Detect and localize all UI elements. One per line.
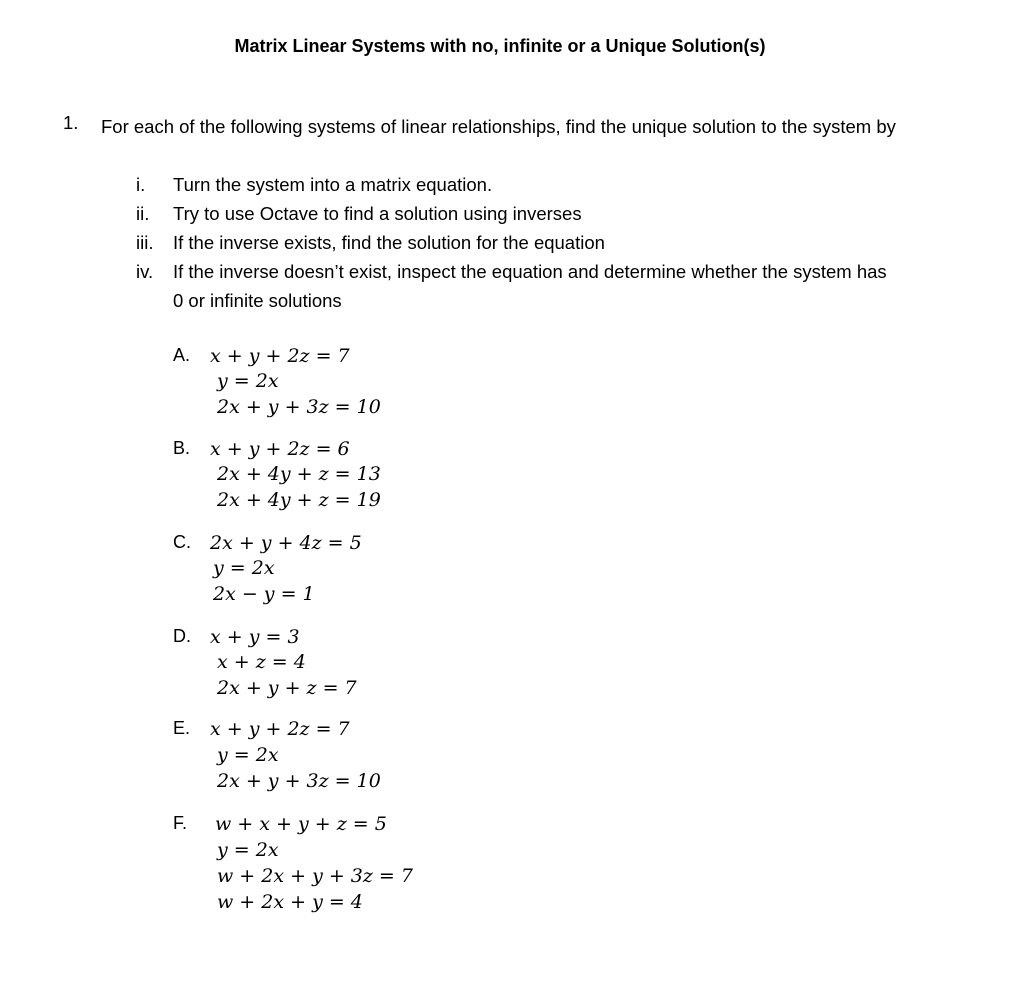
equation: y = 2x [217,839,279,861]
step-number: iii. [136,232,154,253]
equation: x + y + 2z = 7 [210,345,350,367]
equation: 2x + 4y + z = 19 [217,489,381,511]
step-number: ii. [136,203,150,224]
equation: x + z = 4 [217,651,306,673]
equation: x + y = 3 [210,626,300,648]
equation: y = 2x [213,557,275,579]
problem-label: A. [173,345,191,365]
equation: x + y + 2z = 6 [210,438,350,460]
step-text: Try to use Octave to find a solution using inverses [173,203,582,224]
equation: w + 2x + y = 4 [217,891,363,913]
problem-label: B. [173,438,191,458]
step-number: iv. [136,261,154,282]
page-title: Matrix Linear Systems with no, infinite or a Unique Solution(s) [234,36,766,56]
equation: 2x + y + 3z = 10 [217,396,381,418]
equation: 2x + y + 4z = 5 [210,532,362,554]
question-number: 1. [63,112,79,133]
equation: 2x + y + z = 7 [217,677,357,699]
equation: w + 2x + y + 3z = 7 [217,865,413,887]
equation: w + x + y + z = 5 [215,813,387,835]
question-text: For each of the following systems of linear relationships, find the unique solution to the system by [101,116,896,137]
step-number: i. [136,174,146,195]
equation: 2x + 4y + z = 13 [217,463,381,485]
equation: x + y + 2z = 7 [210,718,350,740]
equation: y = 2x [217,744,279,766]
problem-label: C. [173,532,191,552]
problem-label: D. [173,626,191,646]
step-text: If the inverse doesn’t exist, inspect the equation and determine whether the system has [173,261,887,282]
problem-label: E. [173,718,191,738]
step-text: If the inverse exists, find the solution for the equation [173,232,605,253]
equation: 2x − y = 1 [213,583,315,605]
equation: 2x + y + 3z = 10 [217,770,381,792]
problem-label: F. [173,813,188,833]
step-text: Turn the system into a matrix equation. [173,174,493,195]
step-text: 0 or infinite solutions [173,290,342,311]
equation: y = 2x [217,370,279,392]
